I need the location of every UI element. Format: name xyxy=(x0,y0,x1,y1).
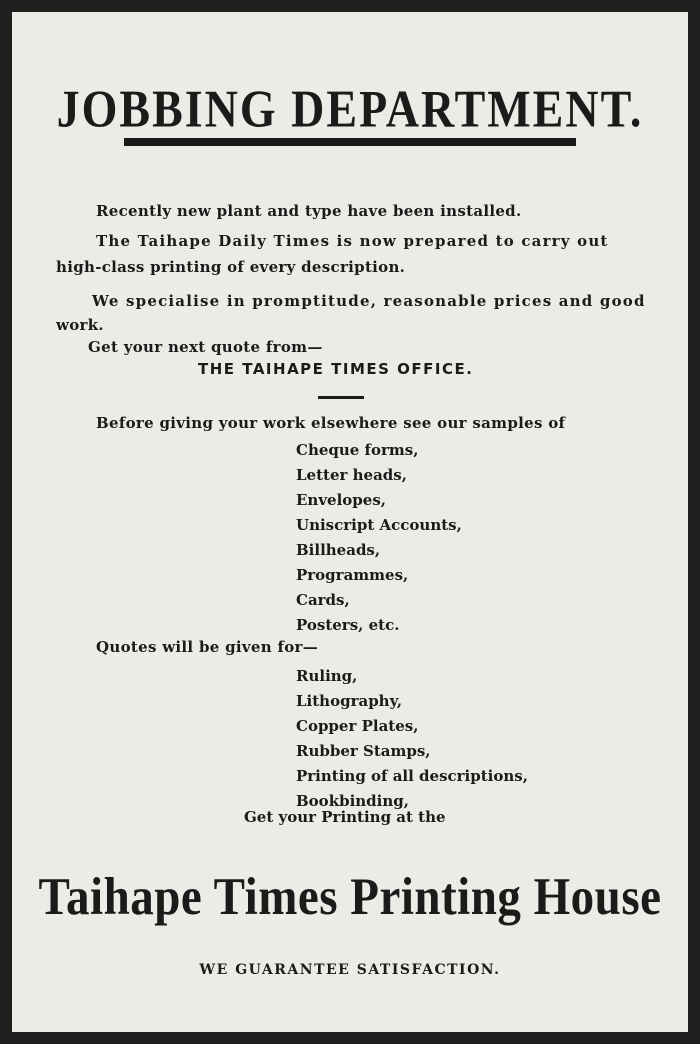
get-printing-line: Get your Printing at the xyxy=(244,808,446,826)
prepared-line-1: The Taihape Daily Times is now prepared to carry out xyxy=(96,232,609,250)
plant-paragraph: Recently new plant and type have been installed. xyxy=(96,202,522,220)
quotes-label: Quotes will be given for— xyxy=(96,638,319,656)
advertisement xyxy=(12,12,688,1032)
list-item: Letter heads, xyxy=(296,466,407,484)
prepared-line-2: high-class printing of every description. xyxy=(56,258,406,276)
samples-list xyxy=(296,438,462,638)
office-name: THE TAIHAPE TIMES OFFICE. xyxy=(198,360,474,378)
specialise-line-2: work. xyxy=(56,316,104,334)
list-item: Posters, etc. xyxy=(296,616,400,634)
list-item: Rubber Stamps, xyxy=(296,742,431,760)
list-item: Copper Plates, xyxy=(296,717,419,735)
quotes-list xyxy=(296,664,528,814)
page-title: JOBBING DEPARTMENT. xyxy=(56,79,644,138)
list-item: Programmes, xyxy=(296,566,409,584)
printing-house-name: Taihape Times Printing House xyxy=(38,867,662,927)
list-item: Cheque forms, xyxy=(296,441,419,459)
section-divider xyxy=(318,396,364,399)
title-underline xyxy=(124,138,576,146)
samples-line: Before giving your work elsewhere see our samples of xyxy=(96,414,566,432)
list-item: Uniscript Accounts, xyxy=(296,516,462,534)
list-item: Billheads, xyxy=(296,541,381,559)
guarantee-line: WE GUARANTEE SATISFACTION. xyxy=(199,962,501,978)
quote-line: Get your next quote from— xyxy=(88,338,323,356)
specialise-line-1: We specialise in promptitude, reasonable prices and good xyxy=(92,292,646,310)
list-item: Ruling, xyxy=(296,667,358,685)
list-item: Lithography, xyxy=(296,692,403,710)
list-item: Bookbinding, xyxy=(296,792,409,810)
list-item: Printing of all descriptions, xyxy=(296,767,528,785)
list-item: Cards, xyxy=(296,591,350,609)
list-item: Envelopes, xyxy=(296,491,386,509)
